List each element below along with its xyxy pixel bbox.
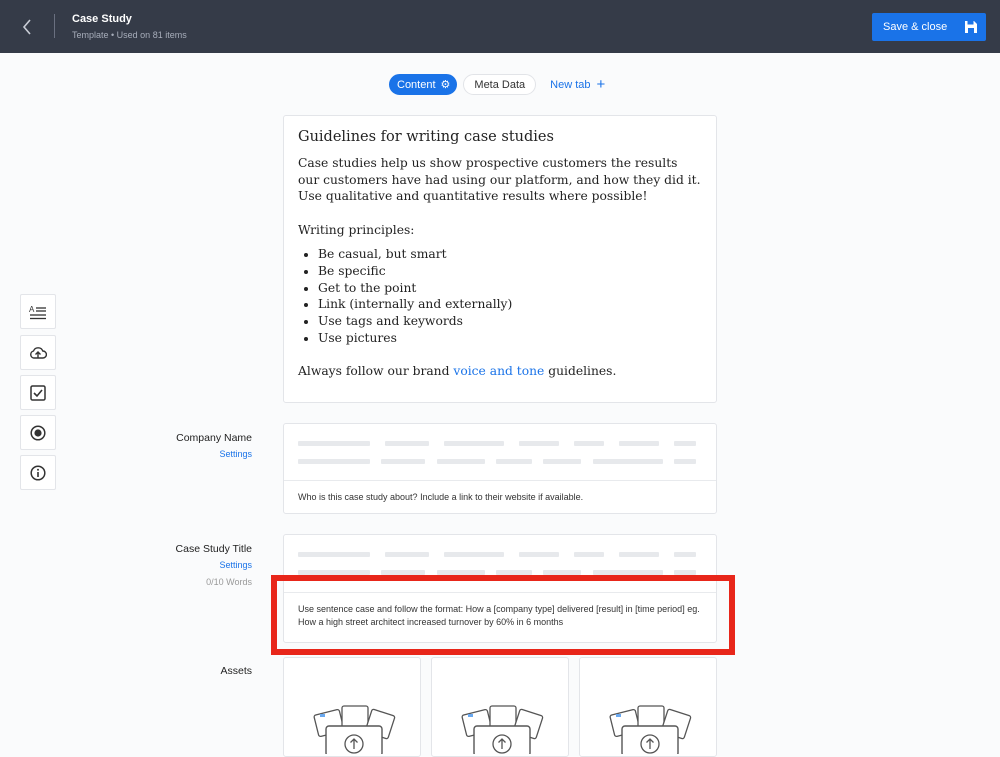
tab-meta-data-label: Meta Data — [474, 78, 526, 91]
guidelines-title: Guidelines for writing case studies — [298, 129, 554, 145]
principle-item: • Link (internally and externally) — [318, 296, 702, 313]
guidelines-closing — [298, 363, 702, 380]
principle-item: • Use tags and keywords — [318, 313, 702, 330]
company-name-field[interactable] — [283, 423, 717, 514]
radio-icon — [30, 425, 46, 441]
asset-upload-slot[interactable] — [283, 657, 421, 757]
principle-item: • Be specific — [318, 263, 702, 280]
guidelines-card — [283, 115, 717, 403]
tab-content[interactable] — [389, 74, 457, 95]
upload-tool[interactable] — [20, 335, 56, 370]
page-subtitle: Template • Used on 81 items — [72, 30, 187, 40]
header-divider — [54, 14, 55, 38]
principle-item: • Get to the point — [318, 280, 702, 297]
assets-label: Assets — [220, 665, 252, 677]
case-study-title-label: Case Study Title — [175, 543, 252, 555]
tab-content-label: Content — [397, 78, 436, 91]
info-icon — [30, 465, 46, 481]
tab-meta-data[interactable] — [463, 74, 536, 95]
page-title: Case Study — [72, 13, 132, 25]
back-button[interactable] — [14, 14, 40, 40]
principle-item: • Be casual, but smart — [318, 246, 702, 263]
save-button-label: Save & close — [883, 21, 948, 33]
chevron-left-icon — [21, 18, 33, 36]
asset-upload-slot[interactable] — [579, 657, 717, 757]
voice-and-tone-link[interactable]: voice and tone — [453, 363, 545, 378]
top-bar — [0, 0, 1000, 53]
tab-bar — [389, 74, 613, 96]
info-tool[interactable] — [20, 455, 56, 490]
company-name-label: Company Name — [176, 432, 252, 444]
asset-upload-slot[interactable] — [431, 657, 569, 757]
save-and-close-button[interactable] — [872, 13, 986, 41]
cloud-upload-icon — [29, 346, 47, 360]
company-name-help: Who is this case study about? Include a link to their website if available. — [284, 480, 716, 514]
company-name-settings-link[interactable]: Settings — [219, 449, 252, 459]
placeholder-line — [298, 459, 696, 464]
plus-icon: + — [596, 76, 606, 93]
image-upload-icon — [608, 704, 698, 754]
tab-new-label: New tab — [550, 78, 591, 91]
gear-icon: ⚙ — [440, 79, 451, 91]
tab-new[interactable] — [542, 74, 613, 95]
principles-list — [318, 246, 702, 346]
add-text-tool[interactable] — [20, 294, 56, 329]
text-lines-icon — [29, 304, 47, 320]
image-upload-icon — [460, 704, 550, 754]
guidelines-intro: Case studies help us show prospective customers the results our customers have had using our platform, and how they did it. Use qualitative and quantitative results where possible! — [298, 156, 701, 204]
closing-text-before: Always follow our brand — [298, 363, 454, 378]
principles-heading: Writing principles: — [298, 222, 415, 237]
principle-item: • Use pictures — [318, 330, 702, 347]
checkbox-tool[interactable] — [20, 375, 56, 410]
help-text-highlight — [271, 575, 735, 655]
closing-text-after: guidelines. — [544, 363, 617, 378]
svg-text:A: A — [29, 304, 35, 314]
case-study-title-settings-link[interactable]: Settings — [219, 560, 252, 570]
image-upload-icon — [312, 704, 402, 754]
radio-tool[interactable] — [20, 415, 56, 450]
checkbox-icon — [30, 385, 46, 401]
placeholder-line — [298, 441, 696, 446]
word-count: 0/10 Words — [206, 577, 252, 587]
floppy-disk-icon — [964, 20, 978, 34]
case-study-title-help: Use sentence case and follow the format: How a [company type] delivered [result] in [time period] eg. How a high street architect increased turnover by 60% in 6 months — [284, 592, 716, 639]
placeholder-line — [298, 552, 696, 557]
